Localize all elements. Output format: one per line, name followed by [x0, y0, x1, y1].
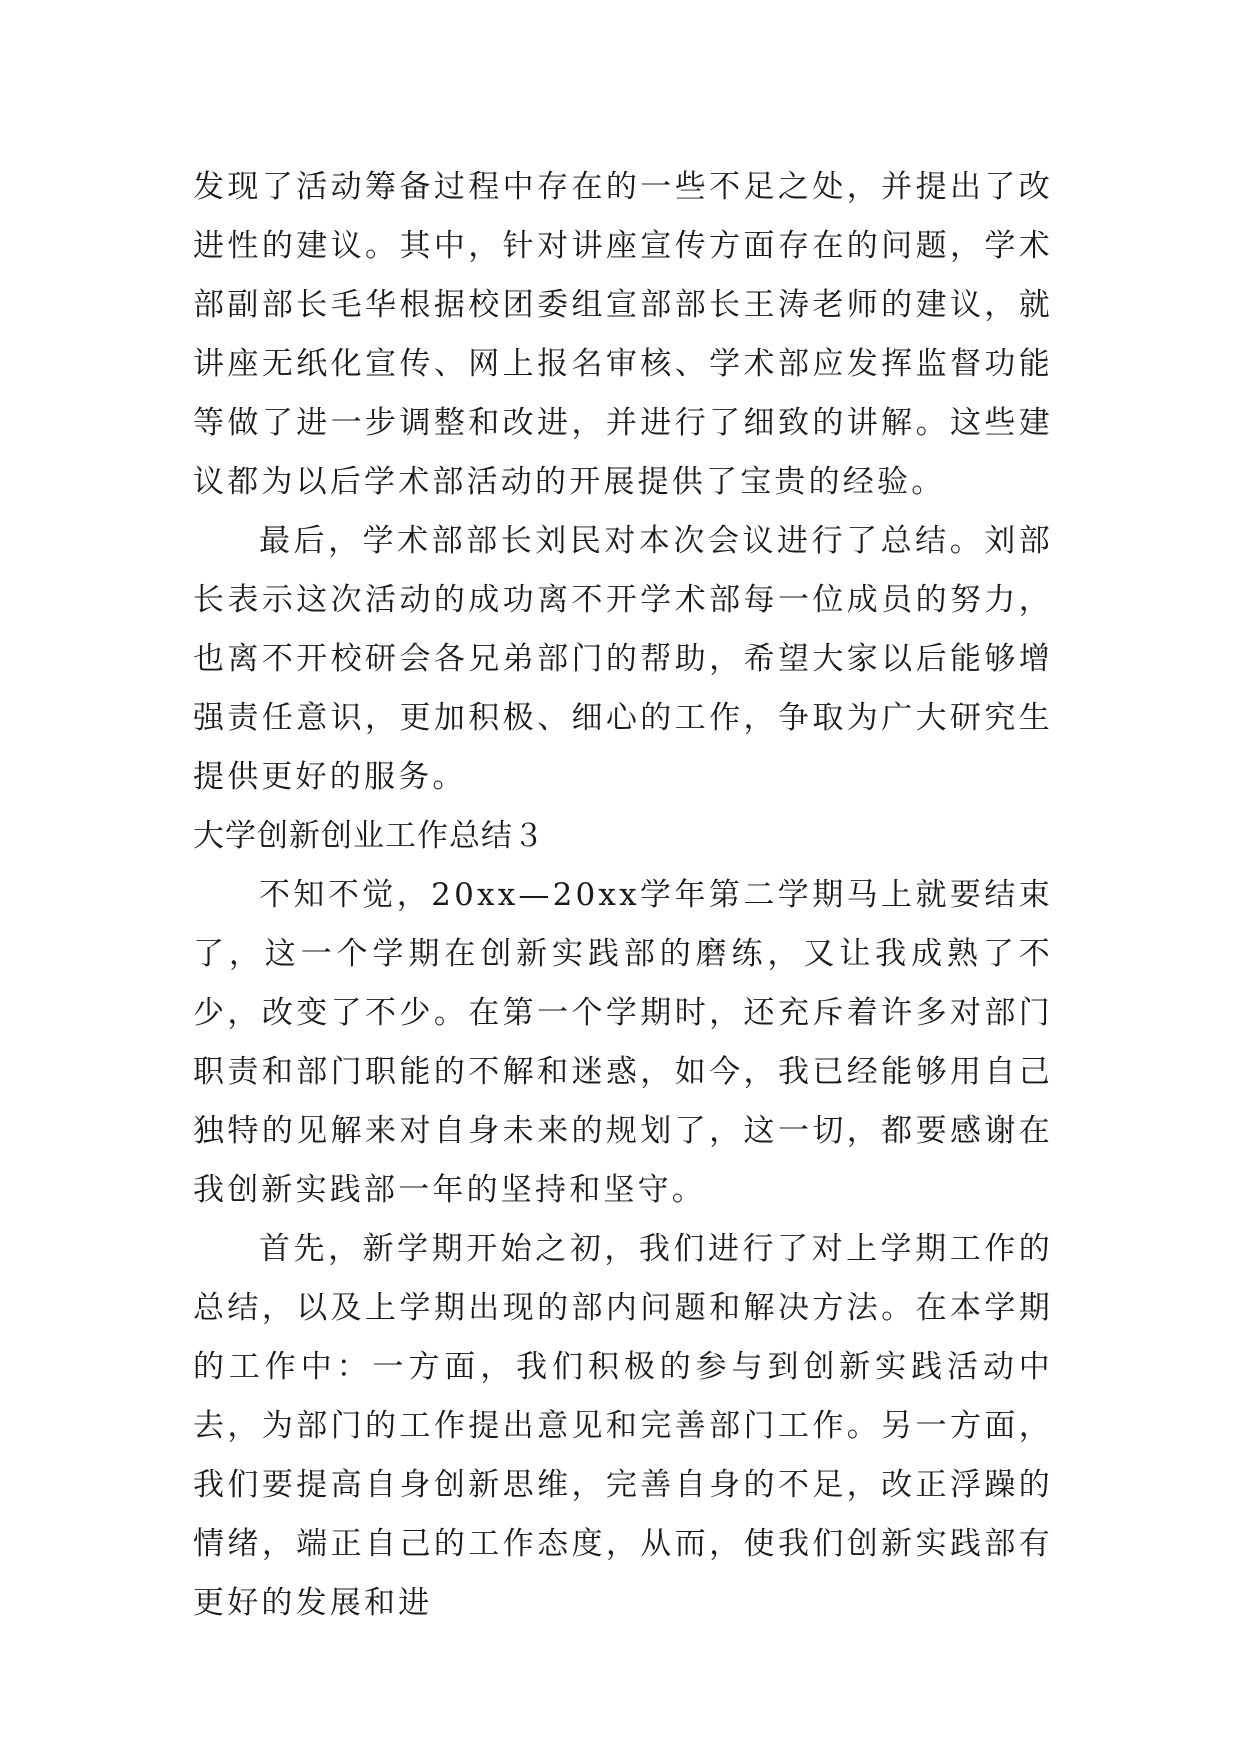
paragraph-summary: 最后，学术部部长刘民对本次会议进行了总结。刘部长表示这次活动的成功离不开学术部每一位成员的努力，也离不开校研会各兄弟部门的帮助，希望大家以后能够增强责任意识，更加积极、细心的工作，争取为广大研究生提供更好的服务。: [193, 523, 1053, 795]
section-heading: 大学创新创业工作总结３: [193, 818, 545, 854]
paragraph-continued: 发现了活动筹备过程中存在的一些不足之处，并提出了改进性的建议。其中，针对讲座宣传方面存在的问题，学术部副部长毛华根据校团委组宣部部长王涛老师的建议，就讲座无纸化宣传、网上报名审核、学术部应发挥监督功能等做了进一步调整和改进，并进行了细致的讲解。这些建议都为以后学术部活动的开展提供了宝贵的经验。: [193, 169, 1053, 500]
paragraph-intro: 不知不觉，20xx—20xx学年第二学期马上就要结束了，这一个学期在创新实践部的磨练，又让我成熟了不少，改变了不少。在第一个学期时，还充斥着许多对部门职责和部门职能的不解和迷惑，如今，我已经能够用自己独特的见解来对自身未来的规划了，这一切，都要感谢在我创新实践部一年的坚持和坚守。: [193, 877, 1053, 1208]
paragraph-first: 首先，新学期开始之初，我们进行了对上学期工作的总结，以及上学期出现的部内问题和解决方法。在本学期的工作中：一方面，我们积极的参与到创新实践活动中去，为部门的工作提出意见和完善部门工作。另一方面，我们要提高自身创新思维，完善自身的不足，改正浮躁的情绪，端正自己的工作态度，从而，使我们创新实践部有更好的发展和进: [193, 1231, 1053, 1621]
document-body: [193, 158, 1053, 1633]
